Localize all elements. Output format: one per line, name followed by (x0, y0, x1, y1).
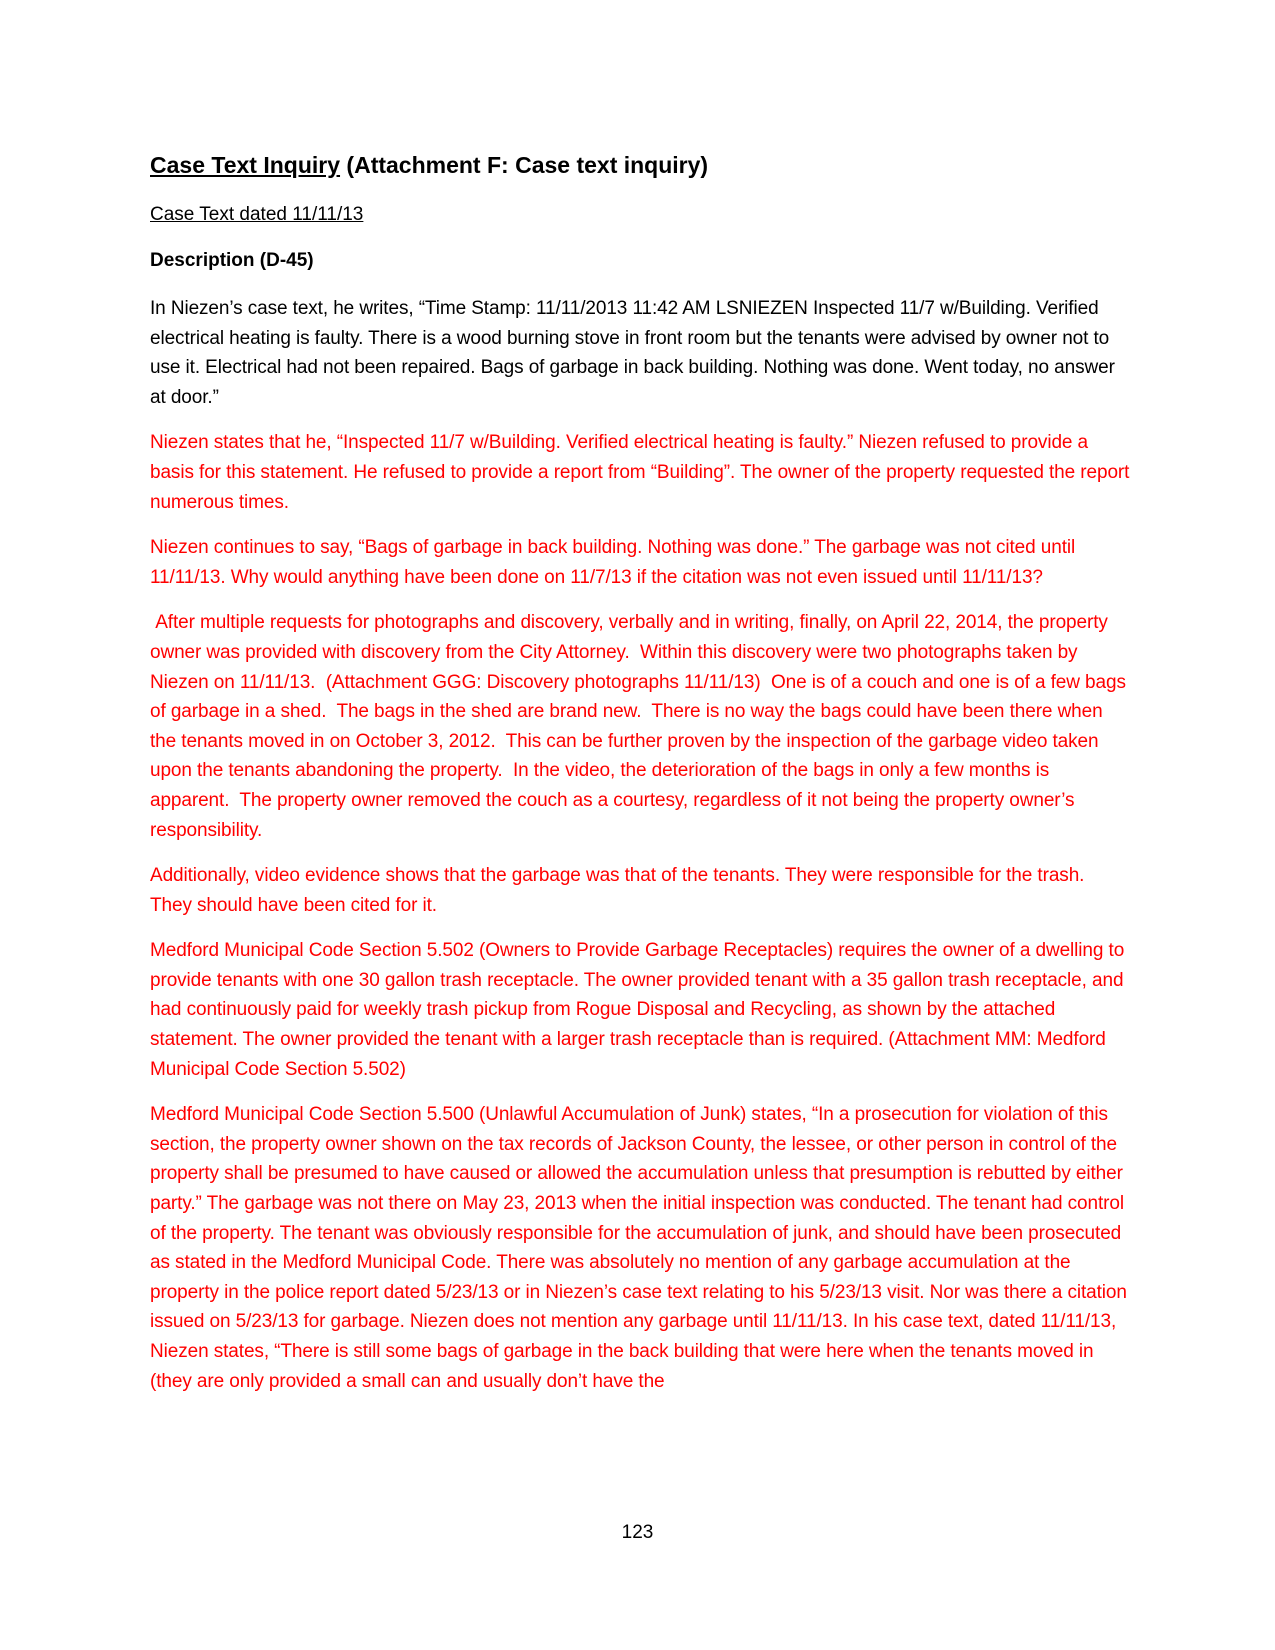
paragraph-case-text-quote: In Niezen’s case text, he writes, “Time Stamp: 11/11/2013 11:42 AM LSNIEZEN Inspected 11/7 w/Building. Verified electrical heating is faulty. There is a wood burning stove in front room but the tenants were advised by owner not to use it. Electrical had not been repaired. Bags of garbage in back building. Nothing was done. Went today, no answer at door.” (150, 298, 1115, 408)
page-title (150, 150, 1130, 180)
paragraph-garbage-not-cited: Niezen continues to say, “Bags of garbage in back building. Nothing was done.” The garbage was not cited until 11/11/13. Why would anything have been done on 11/7/13 if the citation was not even issued until 11/11/13? (150, 537, 1076, 588)
title-underlined: Case Text Inquiry (150, 152, 341, 178)
page-number: 123 (621, 1522, 654, 1543)
paragraph-inspected-statement: Niezen states that he, “Inspected 11/7 w/Building. Verified electrical heating is faulty.” Niezen refused to provide a basis for this statement. He refused to provide a report from “Building”. The owner of the property requested the report numerous times. (150, 432, 1130, 513)
title-rest: (Attachment F: Case text inquiry) (340, 152, 709, 178)
paragraph-code-5502: Medford Municipal Code Section 5.502 (Owners to Provide Garbage Receptacles) requires the owner of a dwelling to provide tenants with one 30 gallon trash receptacle. The owner provided tenant with a 35 gallon trash receptacle, and had continuously paid for weekly trash pickup from Rogue Disposal and Recycling, as shown by the attached statement. The owner provided the tenant with a larger trash receptacle than is required. (Attachment MM: Medford Municipal Code Section 5.502) (150, 940, 1125, 1080)
paragraph-discovery-photographs: After multiple requests for photographs and discovery, verbally and in writing, finally, on April 22, 2014, the property owner was provided with discovery from the City Attorney. Within this discovery were two photographs taken by Niezen on 11/11/13. (Attachment GGG: Discovery photographs 11/11/13) One is of a couch and one is of a few bags of garbage in a shed. The bags in the shed are brand new. There is no way the bags could have been there when the tenants moved in on October 3, 2012. This can be further proven by the inspection of the garbage video taken upon the tenants abandoning the property. In the video, the deterioration of the bags in only a few months is apparent. The property owner removed the couch as a courtesy, regardless of it not being the property owner’s responsibility. (150, 612, 1132, 841)
description-label: Description (D-45) (150, 250, 314, 271)
document-page (150, 150, 1130, 1412)
paragraph-code-5500: Medford Municipal Code Section 5.500 (Unlawful Accumulation of Junk) states, “In a prosecution for violation of this section, the property owner shown on the tax records of Jackson County, the lessee, or other person in control of the property shall be presumed to have caused or allowed the accumulation unless that presumption is rebutted by either party.” The garbage was not there on May 23, 2013 when the initial inspection was conducted. The tenant had control of the property. The tenant was obviously responsible for the accumulation of junk, and should have been prosecuted as stated in the Medford Municipal Code. There was absolutely no mention of any garbage accumulation at the property in the police report dated 5/23/13 or in Niezen’s case text relating to his 5/23/13 visit. Nor was there a citation issued on 5/23/13 for garbage. Niezen does not mention any garbage until 11/11/13. In his case text, dated 11/11/13, Niezen states, “There is still some bags of garbage in the back building that were here when the tenants moved in (they are only provided a small can and usually don’t have the (150, 1104, 1127, 1392)
paragraph-video-evidence: Additionally, video evidence shows that the garbage was that of the tenants. They were responsible for the trash. They should have been cited for it. (150, 865, 1085, 916)
case-text-date-heading: Case Text dated 11/11/13 (150, 204, 364, 225)
